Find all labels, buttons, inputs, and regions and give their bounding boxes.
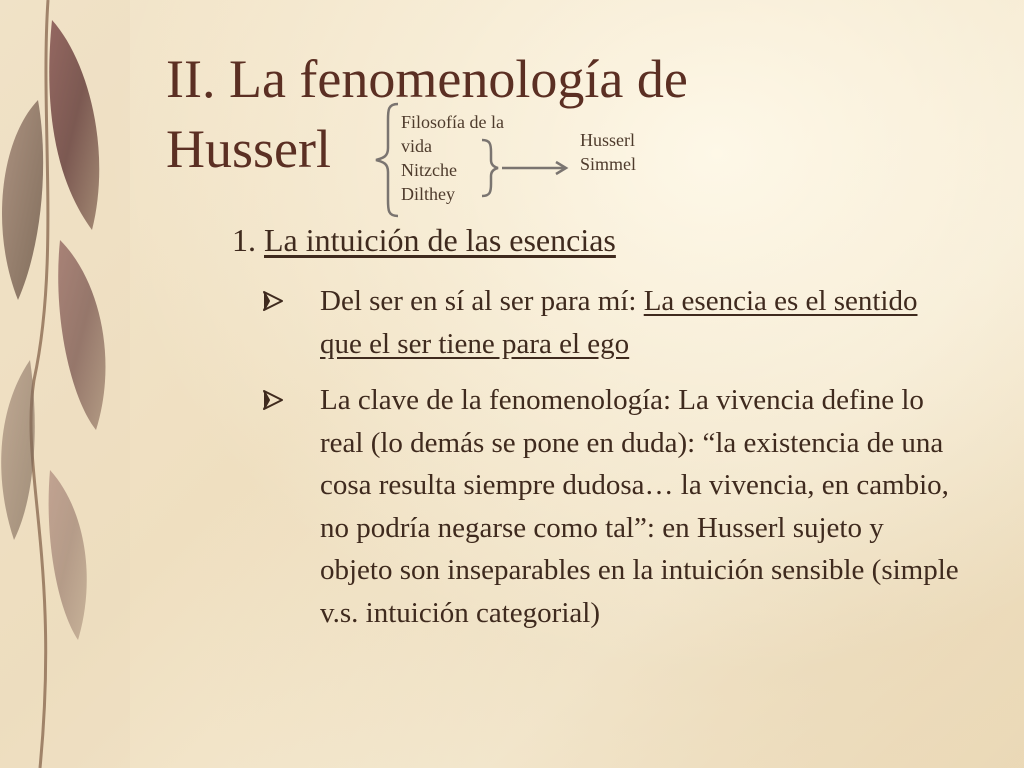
- left-brace-icon: [376, 104, 398, 216]
- brace-note-line: Nitzche: [401, 160, 457, 180]
- section-heading: [232, 218, 616, 262]
- brace-note-line: Dilthey: [401, 184, 455, 204]
- section-title: La intuición de las esencias: [264, 222, 616, 258]
- section-number: 1.: [232, 222, 256, 258]
- bullet-item: [262, 379, 962, 634]
- bullet-text: Del ser en sí al ser para mí:: [320, 285, 644, 317]
- brace-note-line: Filosofía de la: [401, 112, 504, 132]
- arrowhead-bullet-icon: [262, 389, 284, 411]
- brace-note-left: [401, 110, 504, 206]
- bullet-list: [262, 280, 962, 648]
- bullet-text: La clave de la fenomenología: La vivencia define lo real (lo demás se pone en duda): “la existencia de una cosa resulta siempre dudosa… la vivencia, en cambio, no podría negarse como tal”: en Husserl sujeto y objeto son inseparables en la intuición sensible (simple v.s. intuición categorial): [320, 384, 959, 629]
- brace-note-line: Husserl: [580, 130, 635, 150]
- arrowhead-bullet-icon: [262, 290, 284, 312]
- brace-note-line: vida: [401, 136, 432, 156]
- brace-note-line: Simmel: [580, 154, 637, 174]
- bullet-item: [262, 280, 962, 365]
- slide-title-line-1: II. La fenomenología de: [166, 49, 688, 109]
- bullet-text-underlined: La esencia es el sentido que el ser tiene para el ego: [320, 285, 918, 360]
- brace-note-right: [580, 128, 636, 176]
- decorative-leaves-image: [0, 0, 130, 768]
- slide-title-line-2: Husserl: [166, 119, 331, 179]
